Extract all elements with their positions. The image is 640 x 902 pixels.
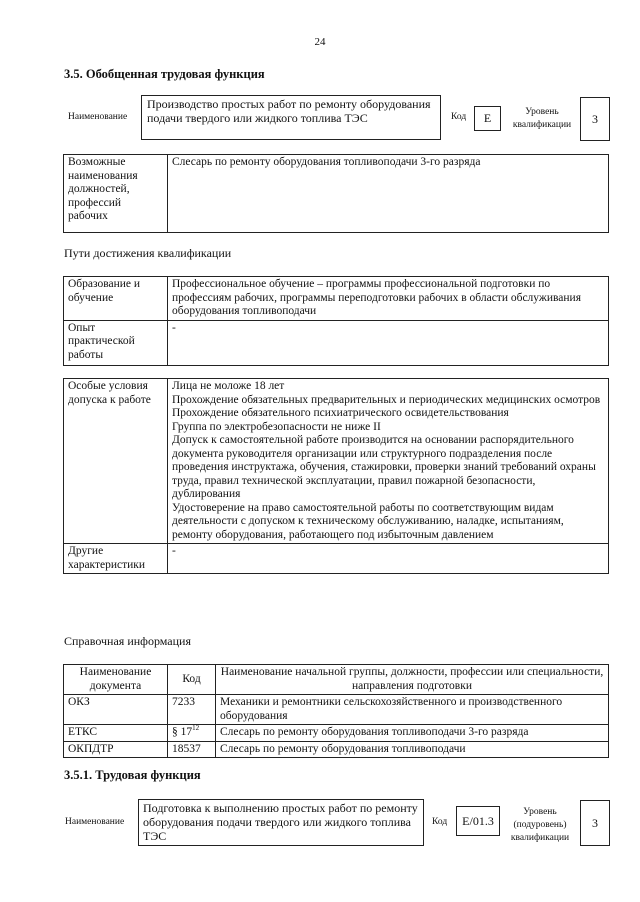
condition-line: Группа по электробезопасности не ниже II — [172, 420, 381, 433]
function-name-box — [141, 95, 441, 140]
section-heading: 3.5. Обобщенная трудовая функция — [64, 67, 265, 81]
function-name-2: Подготовка к выполнению простых работ по ремонту оборудования подачи твердого или жидкого топлива ТЭС — [143, 801, 418, 843]
level-label: Уровень квалификации — [512, 107, 572, 130]
experience-label: Опыт практической работы — [64, 320, 168, 365]
name-label-2: Наименование — [65, 817, 125, 827]
level-box-2 — [580, 800, 610, 846]
row-code: 7233 — [168, 695, 216, 725]
subsection-heading: 3.5.1. Трудовая функция — [64, 768, 201, 782]
condition-line: Прохождение обязательного психиатрического освидетельствования — [172, 407, 509, 419]
row-name: Механики и ремонтники сельскохозяйственного и производственного оборудования — [216, 695, 609, 725]
row-doc: ОКПДТР — [64, 741, 168, 758]
conditions-cell — [168, 379, 609, 544]
function-name: Производство простых работ по ремонту оборудования подачи твердого или жидкого топлива ТЭС — [147, 97, 431, 125]
table-row — [64, 695, 609, 725]
other-value: - — [168, 544, 609, 574]
experience-value: - — [168, 320, 609, 365]
row-doc: ОКЗ — [64, 695, 168, 725]
code-value-2: E/01.3 — [462, 814, 494, 828]
level-label-2: Уровень (подуровень) квалификации — [510, 807, 570, 843]
conditions-label: Особые условия допуска к работе — [64, 379, 168, 544]
function-name-box-2 — [138, 799, 424, 846]
row-doc: ЕТКС — [64, 725, 168, 742]
paths-heading: Пути достижения квалификации — [64, 246, 232, 260]
code-box — [474, 106, 501, 131]
reference-table — [63, 664, 609, 758]
education-value: Профессиональное обучение – программы профессиональной подготовки по профессиям рабочих, программы переподготовки рабочих в области обслуживания оборудования топливоподачи — [168, 277, 609, 321]
col-code-header: Код — [168, 665, 216, 695]
level-value-2: 3 — [592, 816, 598, 830]
condition-line: Прохождение обязательных предварительных и периодических медицинских осмотров — [172, 393, 601, 406]
education-label: Образование и обучение — [64, 277, 168, 321]
col-doc-header: Наименование документа — [64, 665, 168, 695]
page-number: 24 — [314, 36, 326, 48]
code-value: E — [483, 111, 492, 125]
level-value: 3 — [592, 112, 598, 126]
other-label: Другие характеристики — [64, 544, 168, 574]
condition-line: Лица не моложе 18 лет — [172, 380, 285, 392]
positions-value: Слесарь по ремонту оборудования топливоподачи 3-го разряда — [168, 155, 609, 233]
row-code — [168, 725, 216, 742]
condition-line: Удостоверение на право самостоятельной работы по соответствующим видам деятельности с допуском к техническому обслуживанию, наладке, испытаниям, ремонту оборудования, работающего под избыточным давлением — [172, 501, 564, 541]
level-box — [580, 97, 610, 141]
code-label-2: Код — [432, 817, 448, 827]
reference-heading: Справочная информация — [64, 634, 191, 648]
conditions-table — [63, 378, 609, 574]
col-name-header: Наименование начальной группы, должности, профессии или специальности, направления подготовки — [216, 665, 609, 695]
row-code-text: § 17 — [172, 726, 193, 738]
row-code-sup: 12 — [192, 724, 200, 733]
row-name: Слесарь по ремонту оборудования топливоподачи 3-го разряда — [216, 725, 609, 742]
positions-table — [63, 154, 609, 233]
paths-table — [63, 276, 609, 366]
row-name: Слесарь по ремонту оборудования топливоподачи — [216, 741, 609, 758]
code-label: Код — [451, 112, 467, 122]
positions-label: Возможные наименования должностей, профессий рабочих — [64, 155, 168, 233]
name-label: Наименование — [68, 112, 128, 122]
row-code: 18537 — [168, 741, 216, 758]
condition-line: Допуск к самостоятельной работе производится на основании распорядительного документа руководителя организации или структурного подразделения после проведения инструктажа, обучения, стажировки, проверки знаний требований охраны труда, правил технической эксплуатации, правил пожарной безопасности, дублирования — [172, 434, 596, 500]
table-row — [64, 741, 609, 758]
table-row — [64, 725, 609, 742]
code-box-2 — [456, 806, 500, 836]
